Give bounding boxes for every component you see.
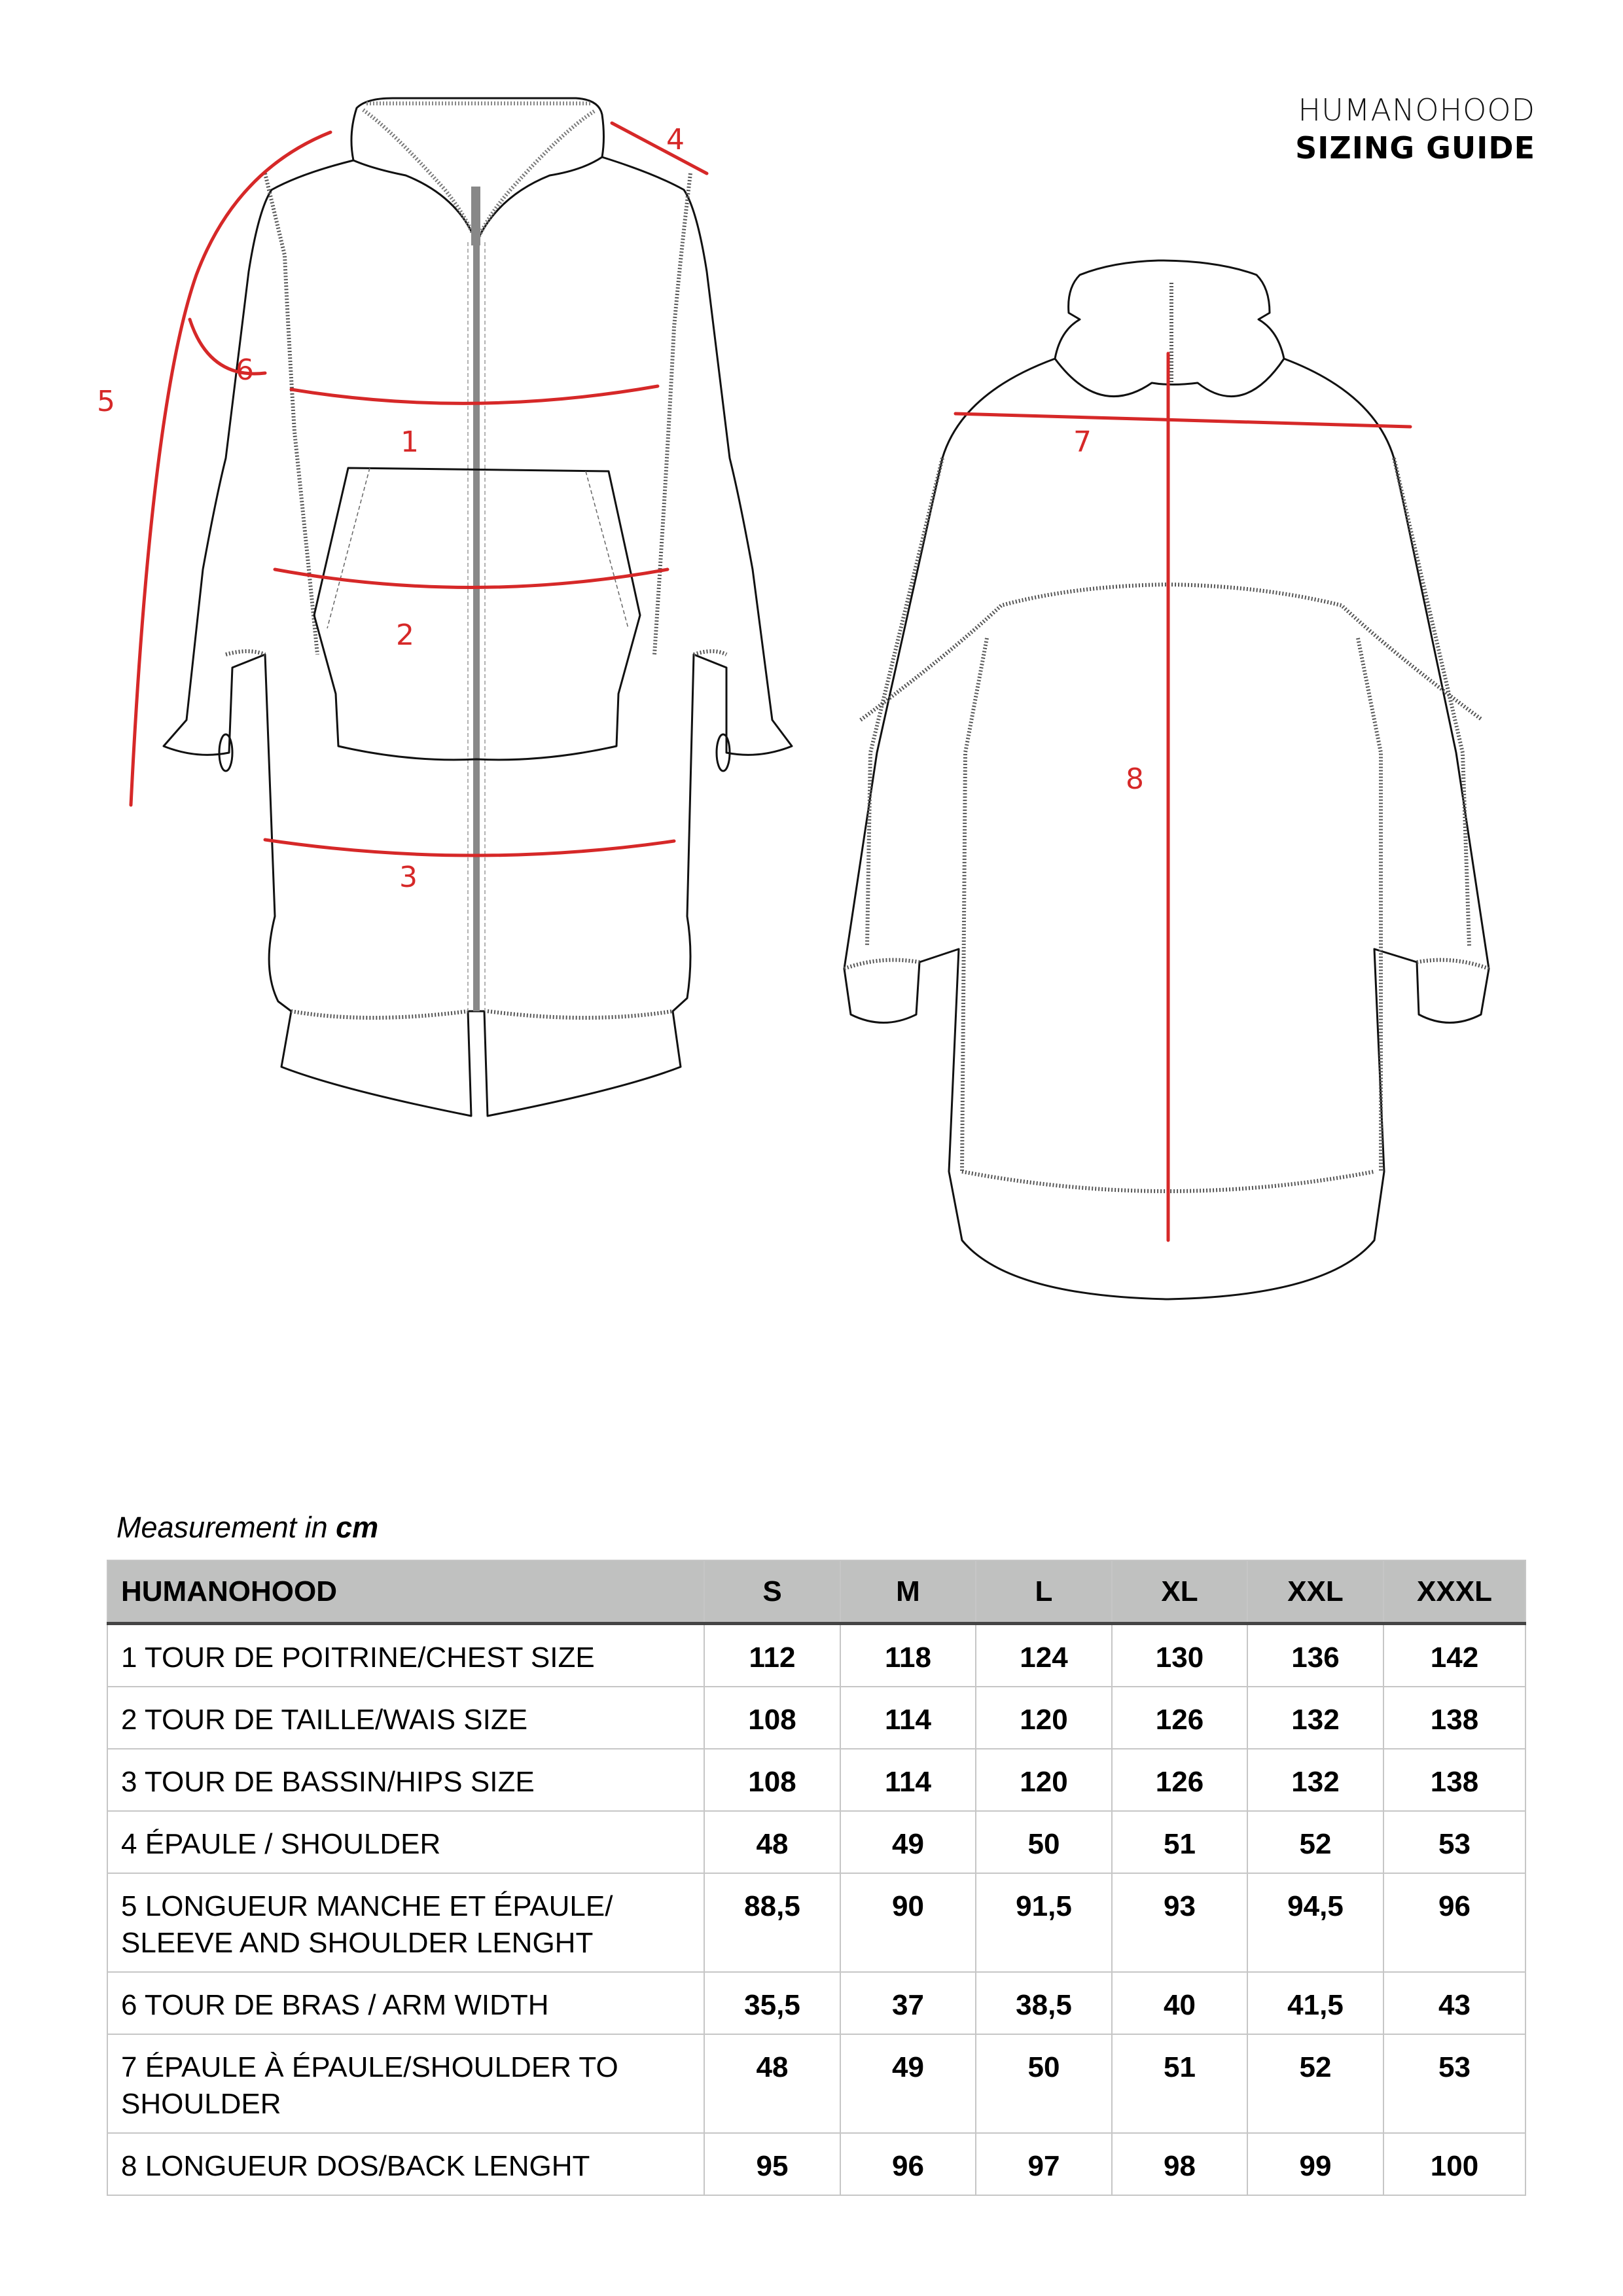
label-6: 6 [236,353,254,387]
cell-value: 48 [704,2034,840,2133]
cell-value: 49 [840,2034,976,2133]
front-view-drawing [164,98,792,1116]
cell-value: 126 [1112,1749,1247,1811]
cell-value: 138 [1383,1687,1525,1749]
table-row [107,2133,1525,2195]
label-3: 3 [399,861,418,894]
cell-value: 41,5 [1247,1972,1383,2034]
front-measurement-lines [131,123,707,855]
label-7: 7 [1073,425,1092,459]
brand-name: HUMANOHOOD [1298,92,1535,128]
cell-value: 108 [704,1687,840,1749]
cell-value: 51 [1112,1811,1247,1873]
cell-value: 97 [976,2133,1112,2195]
row-label: 7 ÉPAULE À ÉPAULE/SHOULDER TO SHOULDER [107,2034,704,2133]
measurement-unit-note [116,1511,378,1545]
cell-value: 35,5 [704,1972,840,2034]
page-title: SIZING GUIDE [1295,130,1535,166]
cell-value: 136 [1247,1624,1383,1687]
cell-value: 96 [840,2133,976,2195]
table-row [107,1687,1525,1749]
cell-value: 112 [704,1624,840,1687]
row-label: 2 TOUR DE TAILLE/WAIS SIZE [107,1687,704,1749]
row-label: 5 LONGUEUR MANCHE ET ÉPAULE/ SLEEVE AND SHOULDER LENGHT [107,1873,704,1972]
table-row [107,1972,1525,2034]
cell-value: 50 [976,1811,1112,1873]
header-size-xxxl: XXXL [1383,1560,1525,1624]
header-size-s: S [704,1560,840,1624]
cell-value: 120 [976,1749,1112,1811]
cell-value: 88,5 [704,1873,840,1972]
cell-value: 118 [840,1624,976,1687]
header-size-m: M [840,1560,976,1624]
cell-value: 130 [1112,1624,1247,1687]
table-row [107,1873,1525,1972]
table-row [107,1749,1525,1811]
cell-value: 43 [1383,1972,1525,2034]
cell-value: 53 [1383,2034,1525,2133]
cell-value: 53 [1383,1811,1525,1873]
measure-line-shoulder-to-shoulder [955,414,1410,427]
label-8: 8 [1126,762,1144,796]
cell-value: 138 [1383,1749,1525,1811]
unit-note-unit: cm [336,1511,379,1544]
row-label: 6 TOUR DE BRAS / ARM WIDTH [107,1972,704,2034]
cell-value: 96 [1383,1873,1525,1972]
back-measurement-lines [955,353,1410,1240]
cell-value: 142 [1383,1624,1525,1687]
cell-value: 37 [840,1972,976,2034]
cell-value: 114 [840,1687,976,1749]
header-size-l: L [976,1560,1112,1624]
cell-value: 91,5 [976,1873,1112,1972]
cell-value: 99 [1247,2133,1383,2195]
table-row [107,2034,1525,2133]
cell-value: 120 [976,1687,1112,1749]
row-label: 4 ÉPAULE / SHOULDER [107,1811,704,1873]
cell-value: 52 [1247,2034,1383,2133]
cell-value: 108 [704,1749,840,1811]
cell-value: 93 [1112,1873,1247,1972]
cell-value: 100 [1383,2133,1525,2195]
header-size-xl: XL [1112,1560,1247,1624]
label-5: 5 [97,385,115,418]
label-2: 2 [396,619,414,652]
measure-line-hips [265,840,674,855]
cell-value: 90 [840,1873,976,1972]
label-1: 1 [401,425,419,459]
size-chart-table [107,1560,1526,2196]
cell-value: 126 [1112,1687,1247,1749]
back-measurement-labels [1073,425,1144,796]
cell-value: 132 [1247,1749,1383,1811]
front-measurement-labels [97,123,685,894]
label-4: 4 [666,123,685,156]
header-brand: HUMANOHOOD [107,1560,704,1624]
row-label: 1 TOUR DE POITRINE/CHEST SIZE [107,1624,704,1687]
cell-value: 132 [1247,1687,1383,1749]
cell-value: 114 [840,1749,976,1811]
row-label: 8 LONGUEUR DOS/BACK LENGHT [107,2133,704,2195]
cell-value: 94,5 [1247,1873,1383,1972]
cell-value: 95 [704,2133,840,2195]
measure-line-waist [275,569,668,588]
unit-note-prefix: Measurement in [116,1511,336,1544]
cell-value: 48 [704,1811,840,1873]
table-header-row [107,1560,1525,1624]
cell-value: 124 [976,1624,1112,1687]
cell-value: 52 [1247,1811,1383,1873]
row-label: 3 TOUR DE BASSIN/HIPS SIZE [107,1749,704,1811]
header-size-xxl: XXL [1247,1560,1383,1624]
cell-value: 38,5 [976,1972,1112,2034]
table-row [107,1811,1525,1873]
table-row [107,1624,1525,1687]
cell-value: 50 [976,2034,1112,2133]
cell-value: 49 [840,1811,976,1873]
cell-value: 51 [1112,2034,1247,2133]
cell-value: 40 [1112,1972,1247,2034]
cell-value: 98 [1112,2133,1247,2195]
